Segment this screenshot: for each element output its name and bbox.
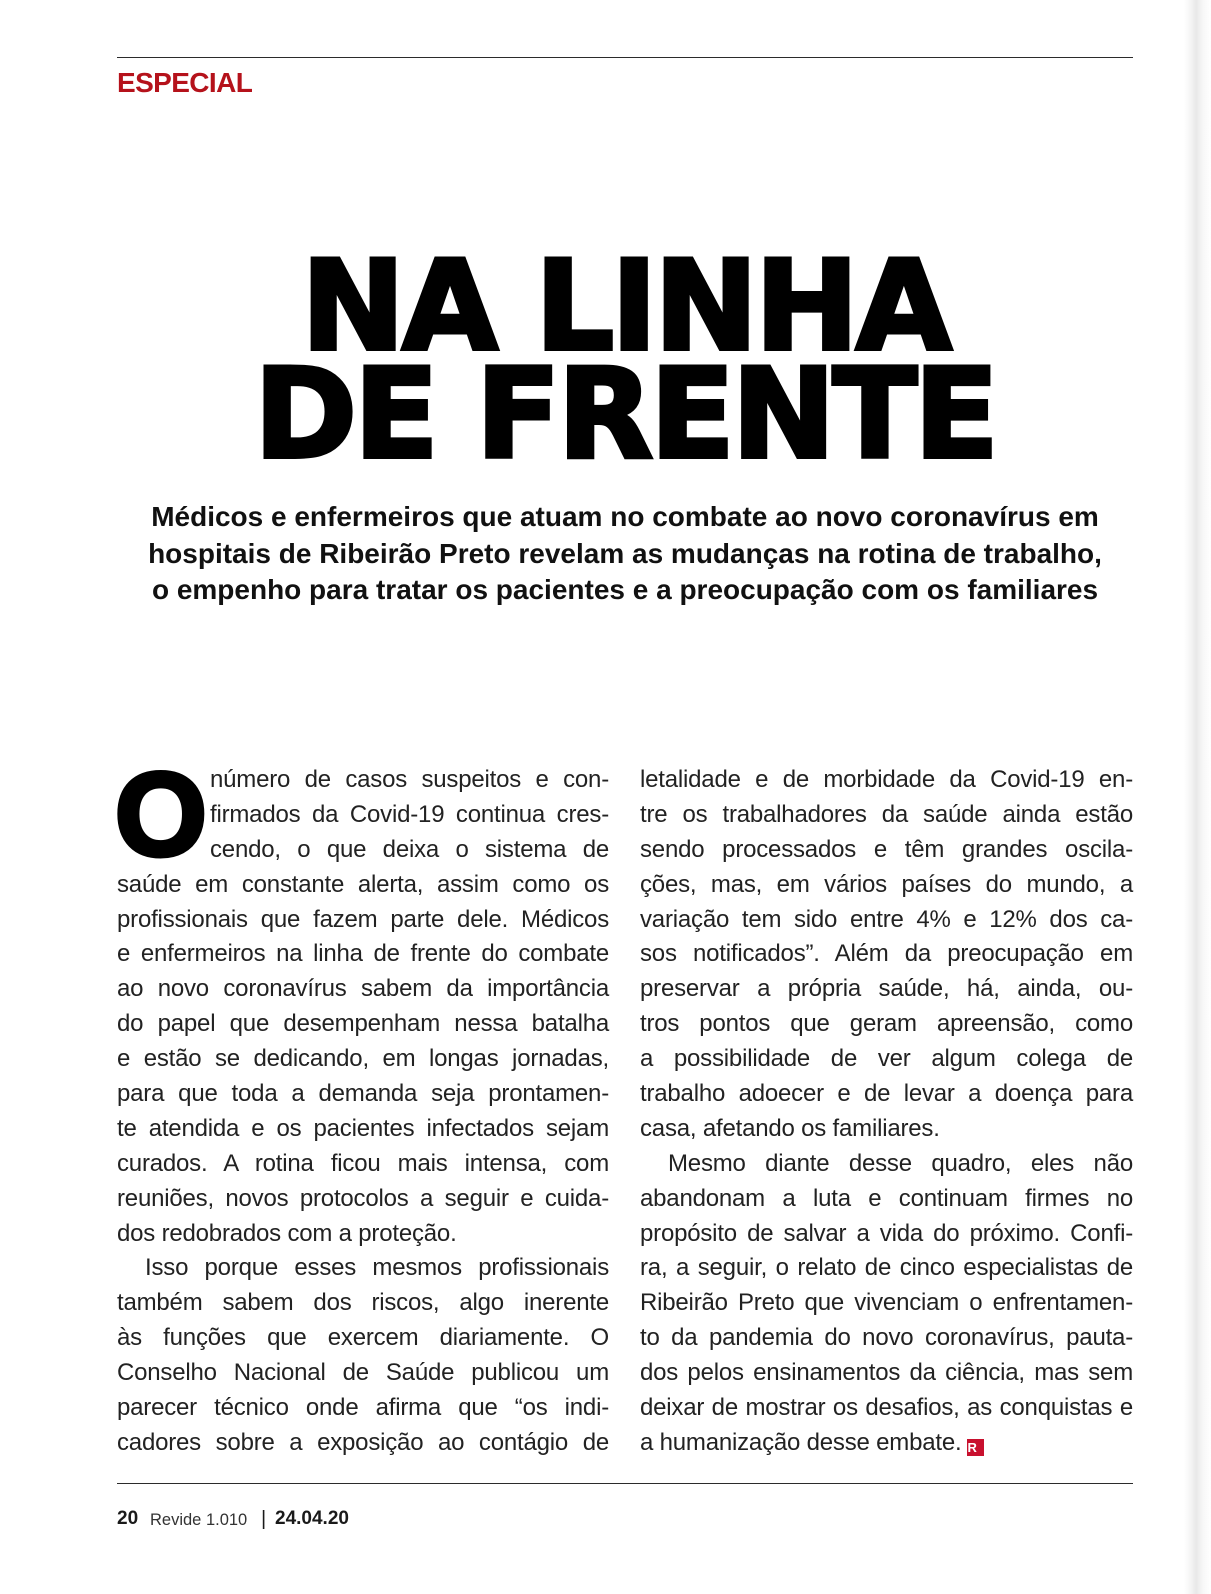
body-line: trabalho adoecer e de levar a doença para [640,1080,1133,1108]
page-footer [0,1508,1211,1532]
bottom-rule [117,1483,1133,1484]
body-line: ções, mas, em vários países do mundo, a [640,870,1133,898]
body-line: to da pandemia do novo coronavírus, pauta- [640,1324,1133,1352]
body-line: Isso porque esses mesmos profissionais [145,1254,609,1282]
body-line: tros pontos que geram apreensão, como [640,1010,1133,1038]
body-line: casa, afetando os familiares. [640,1114,940,1142]
body-line: variação tem sido entre 4% e 12% dos ca- [640,905,1133,933]
body-line-final [640,1426,1133,1461]
body-line: dos redobrados com a proteção. [117,1219,457,1247]
body-line: te atendida e os pacientes infectados sejam [117,1114,609,1142]
body-line: saúde em constante alerta, assim como os [117,870,609,898]
body-line: reuniões, novos protocolos a seguir e cuida- [117,1184,609,1212]
body-column-left [117,763,609,1461]
subtitle-line: Médicos e enfermeiros que atuam no combate ao novo coronavírus em [151,501,1099,532]
body-line: firmados da Covid-19 continua cres- [210,800,609,828]
body-line: número de casos suspeitos e con- [210,766,609,793]
body-line: e estão se dedicando, em longas jornadas, [117,1045,609,1073]
footer-separator: | [261,1508,267,1530]
body-line: curados. A rotina ficou mais intensa, com [117,1149,609,1177]
body-line: do papel que desempenham nessa batalha [117,1010,609,1038]
body-line: também sabem dos riscos, algo inerente [117,1289,609,1317]
body-line: Mesmo diante desse quadro, eles não [668,1149,1133,1177]
headline-line: NA LINHA [301,235,949,379]
body-line-text: a humanização desse embate. [640,1428,962,1456]
body-line: abandonam a luta e continuam firmes no [640,1184,1133,1212]
body-line: cendo, o que deixa o sistema de [210,835,609,863]
subtitle-line: o empenho para tratar os pacientes e a preocupação com os familiares [151,574,1099,605]
body-line: letalidade e de morbidade da Covid-19 en- [640,766,1133,793]
body-line: deixar de mostrar os desafios, as conquistas e [640,1394,1133,1422]
end-mark-logo: R [967,1439,984,1456]
body-line: preservar a própria saúde, há, ainda, ou- [640,975,1133,1003]
footer-page-number: 20 [117,1508,139,1529]
page-edge-shadow [1184,0,1211,1594]
section-label: ESPECIAL [117,67,253,98]
headline [117,235,1133,487]
body-line: para que toda a demanda seja prontamen- [117,1080,609,1108]
body-line: dos pelos ensinamentos da ciência, mas sem [640,1359,1133,1387]
body-line: e enfermeiros na linha de frente do combate [117,940,609,968]
subtitle [117,499,1133,609]
body-line: a possibilidade de ver algum colega de [640,1045,1133,1073]
body-line: profissionais que fazem parte dele. Médicos [117,905,609,933]
body-line: sendo processados e têm grandes oscila- [640,835,1133,863]
body-line: ra, a seguir, o relato de cinco especialistas de [640,1254,1133,1282]
footer-publication: Revide 1.010 [150,1511,248,1529]
drop-cap: O [115,749,207,881]
subtitle-line: hospitais de Ribeirão Preto revelam as mudanças na rotina de trabalho, [148,537,1102,569]
body-line: ao novo coronavírus sabem da importância [117,975,609,1003]
body-line: sos notificados”. Além da preocupação em [640,940,1133,968]
body-line: propósito de salvar a vida do próximo. Confi- [640,1219,1133,1247]
body-column-right [640,763,1133,1461]
body-line: às funções que exercem diariamente. O [117,1324,609,1352]
footer-date: 24.04.20 [275,1508,349,1529]
headline-line: DE FRENTE [254,343,996,487]
body-line: cadores sobre a exposição ao contágio de [117,1428,609,1456]
body-line: tre os trabalhadores da saúde ainda estão [640,800,1133,828]
top-rule [117,57,1133,58]
body-line: parecer técnico onde afirma que “os indi- [117,1394,609,1422]
body-line: Conselho Nacional de Saúde publicou um [117,1359,609,1387]
body-line: Ribeirão Preto que vivenciam o enfrentamen- [640,1289,1133,1317]
